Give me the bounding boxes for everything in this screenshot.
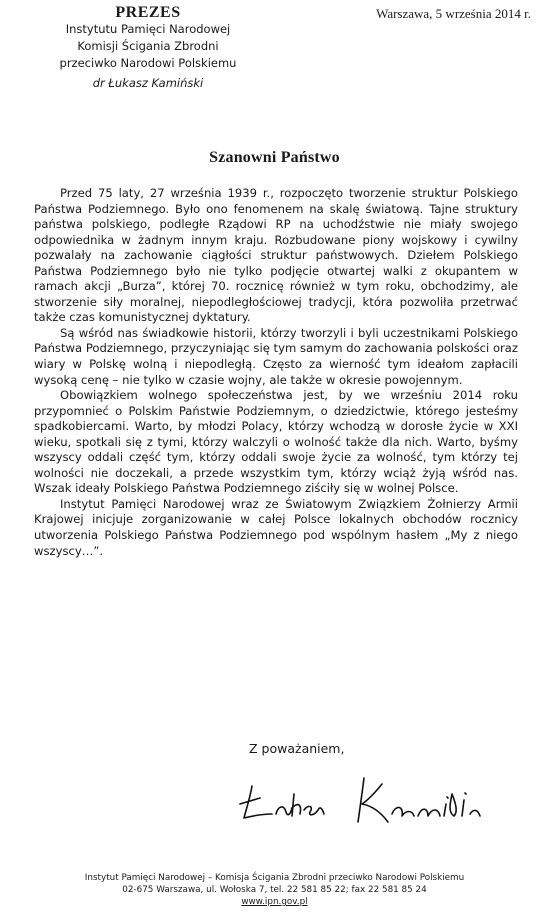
paragraph-3: Obowiązkiem wolnego społeczeństwa jest, by we wrześniu 2014 roku przypomnieć o Polskim Państwie Podziemnym, o dziedzictwie, którego jesteśmy spadkobiercami. Warto, by młodzi Polacy, którzy wchodzą w dorosłe życie w XXI wieku, spotkali się z tymi, którzy walczyli o wolność także dla nich. Warto, byśmy wszyscy oddali część tym, którzy oddali swoje życie za wolność, tym którzy tej wolności nie doczekali, a przede wszystkim tym, którzy wciąż żyją wśród nas. Wszak ideały Polskiego Państwa Podziemnego ziściły się w wolnej Polsce. (34, 388, 518, 496)
letterhead (18, 4, 278, 92)
director-name: dr Łukasz Kamiński (92, 76, 204, 90)
letter-body (34, 186, 518, 559)
institution-line-3: przeciwko Narodowi Polskiemu (59, 56, 237, 70)
letterhead-title: PREZES (115, 4, 181, 21)
letter-date: Warszawa, 5 września 2014 r. (376, 6, 531, 21)
footer-address: 02-675 Warszawa, ul. Wołoska 7, tel. 22 581 85 22; fax 22 581 85 24 (122, 885, 427, 895)
institution-line-2: Komisji Ścigania Zbrodni (77, 39, 219, 53)
salutation: Szanowni Państwo (209, 149, 340, 166)
paragraph-2: Są wśród nas świadkowie historii, którzy tworzyli i byli uczestnikami Polskiego Państwa Podziemnego, przyczyniając się tym samym do zachowania polskości oraz wiary w Polskę wolną i niepodległą. Często za wierność tym ideałom zapłacili wysoką cenę – nie tylko w czasie wojny, ale także w okresie powojennym. (34, 325, 518, 387)
handwritten-signature (232, 764, 492, 834)
institution-line-1: Instytutu Pamięci Narodowej (65, 22, 231, 36)
footer-website-link[interactable]: www.ipn.gov.pl (241, 897, 308, 907)
paragraph-4: Instytut Pamięci Narodowej wraz ze Światowym Związkiem Żołnierzy Armii Krajowej inicjuje zorganizowanie w całej Polsce lokalnych obchodów rocznicy utworzenia Polskiego Państwa Podziemnego pod wspólnym hasłem „My z niego wszyscy…”. (34, 496, 518, 558)
footer (0, 872, 549, 908)
paragraph-1: Przed 75 laty, 27 września 1939 r., rozpoczęto tworzenie struktur Polskiego Państwa Podziemnego. Było ono fenomenem na skalę światową. Tajne struktury państwa polskiego, podległe Rządowi RP na uchodźstwie nie miały swojego odpowiednika w żadnym innym kraju. Rozbudowane piony wojskowy i cywilny pozwalały na zachowanie ciągłości struktur państwowych. Dziełem Polskiego Państwa Podziemnego było nie tylko podjęcie otwartej walki z okupantem w ramach akcji „Burza”, której 70. rocznicę również w tym roku, obchodzimy, ale stworzenie siły moralnej, niepodległościowej tradycji, która pozwoliła przetrwać także czas komunistycznej dyktatury. (34, 186, 518, 325)
footer-institution: Instytut Pamięci Narodowej – Komisja Ścigania Zbrodni przeciwko Narodowi Polskiemu (84, 873, 465, 883)
closing-phrase: Z poważaniem, (249, 741, 345, 756)
